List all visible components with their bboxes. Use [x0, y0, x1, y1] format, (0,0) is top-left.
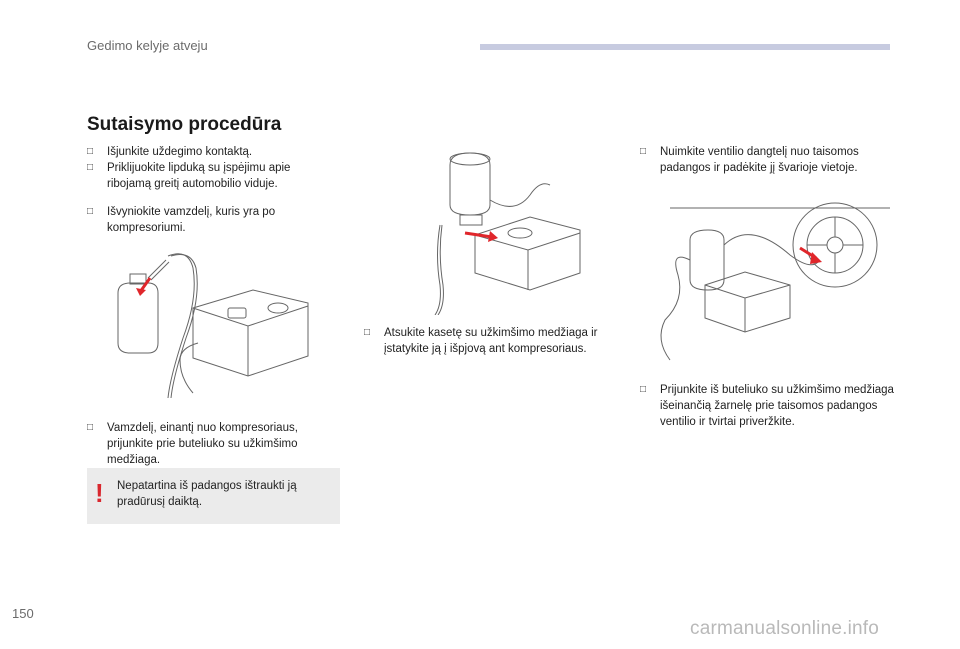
step-1	[87, 144, 347, 160]
chapter-title: Gedimo kelyje atveju	[87, 38, 208, 53]
checkbox-bullet-icon: □	[87, 146, 94, 157]
step-5	[364, 325, 634, 357]
wheel-compressor-illustration	[650, 200, 890, 370]
step-2	[87, 160, 337, 192]
step-2-text: Priklijuokite lipduką su įspėjimu apie ribojamą greitį automobilio viduje.	[107, 162, 291, 190]
watermark: carmanualsonline.info	[690, 618, 880, 639]
warning-box	[87, 468, 340, 524]
checkbox-bullet-icon: □	[364, 327, 371, 338]
page-number: 150	[12, 606, 34, 621]
step-3	[87, 204, 327, 236]
checkbox-bullet-icon: □	[87, 206, 94, 217]
cartridge-compressor-illustration	[420, 145, 590, 315]
step-5-text: Atsukite kasetę su užkimšimo medžiaga ir įstatykite ją į išpjovą ant kompresoriaus.	[384, 327, 598, 355]
step-6	[640, 144, 910, 176]
checkbox-bullet-icon: □	[87, 162, 94, 173]
step-7-text: Prijunkite iš buteliuko su užkimšimo medžiaga išeinančią žarnelę prie taisomos padangos ventilio ir tvirtai priveržkite.	[660, 384, 894, 428]
checkbox-bullet-icon: □	[640, 384, 647, 395]
step-4	[87, 420, 347, 468]
red-arrow-icon	[465, 233, 492, 237]
checkbox-bullet-icon: □	[640, 146, 647, 157]
step-3-text: Išvyniokite vamzdelį, kuris yra po kompresoriumi.	[107, 206, 276, 234]
bottle-compressor-illustration	[108, 248, 323, 398]
header-accent-bar	[480, 44, 890, 50]
warning-icon: !	[95, 478, 104, 508]
step-6-text: Nuimkite ventilio dangtelį nuo taisomos padangos ir padėkite jį švarioje vietoje.	[660, 146, 859, 174]
step-7	[640, 382, 910, 430]
checkbox-bullet-icon: □	[87, 422, 94, 433]
warning-text: Nepatartina iš padangos ištraukti ją pradūrusį daiktą.	[117, 480, 297, 508]
step-4-text: Vamzdelį, einantį nuo kompresoriaus, prijunkite prie buteliuko su užkimšimo medžiaga.	[107, 422, 298, 466]
section-title: Sutaisymo procedūra	[87, 114, 282, 135]
step-1-text: Išjunkite uždegimo kontaktą.	[107, 146, 253, 158]
